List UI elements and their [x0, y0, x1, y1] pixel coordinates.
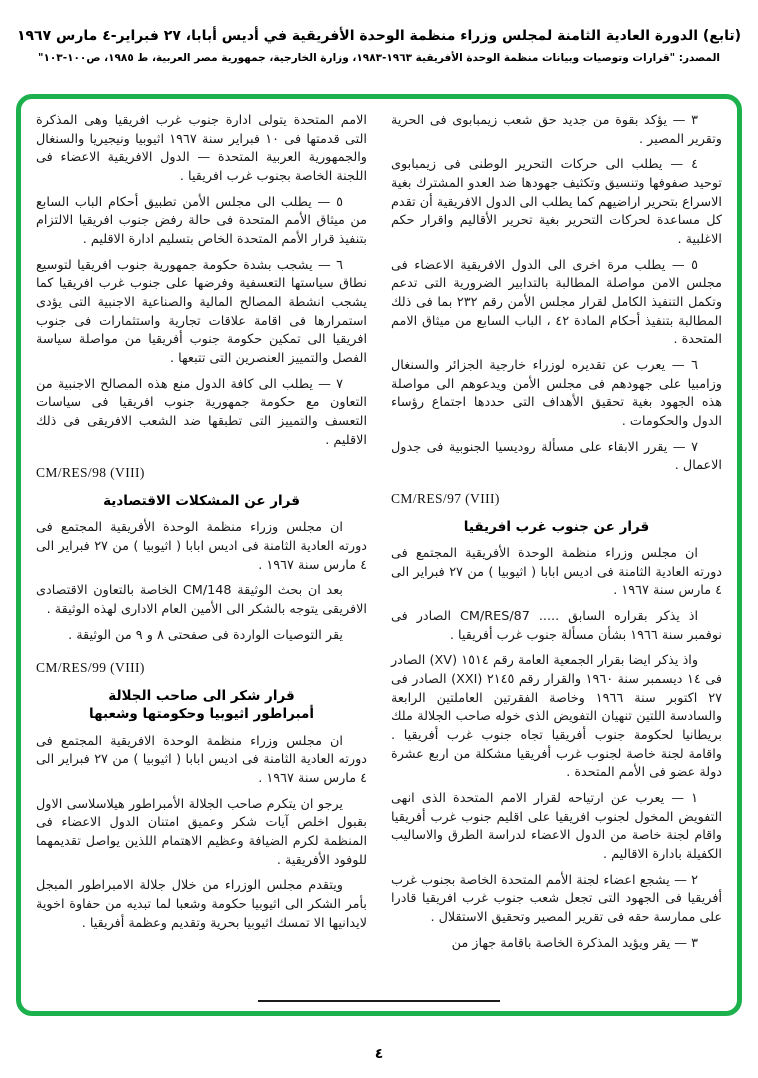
- body-paragraph: بعد ان بحث الوثيقة CM/148 الخاصة بالتعاون الاقتصادى الافريقى يتوجه بالشكر الى الأمين العام الادارى لهذه الوثيقة .: [36, 583, 367, 618]
- body-paragraph: ان مجلس وزراء منظمة الوحدة الافريقية المجتمع فى دورته العادية الثامنة فى اديس ابابا ( اثيوبيا ) من ٢٧ فبراير الى ٤ مارس سنة ١٩٦٧ .: [36, 733, 367, 786]
- resolution-code-98: CM/RES/98 (VIII): [36, 465, 145, 481]
- body-paragraph: اذ يذكر بقراره السابق ..... CM/RES/87 الصادر فى نوفمبر سنة ١٩٦٦ بشأن مسألة جنوب غرب أفريقيا .: [391, 609, 722, 643]
- resolution-title-99-line2: أمبراطور اثيوبيا وحكومتها وشعبها: [89, 706, 314, 723]
- body-paragraph: ٤ — يطلب الى حركات التحرير الوطنى فى زيمبابوى توحيد صفوفها وتنسيق وتكثيف جهودها ضد العدو المشترك بغية الاسراع بتحرير اراضيهم كما يطلب الى الدول الافريقية أن تقدم كل مساعدة لحركات التحرير بغية تحرير الأقاليم واقرار حكم الاغلبية .: [391, 157, 722, 248]
- body-paragraph: ان مجلس وزراء منظمة الوحدة الأفريقية المجتمع فى دورته العادية الثامنة فى اديس ابابا ( اثيوبيا ) من ٢٧ فبراير الى ٤ مارس سنة ١٩٦٧ .: [36, 520, 367, 573]
- body-paragraph: ٢ — يشجع اعضاء لجنة الأمم المتحدة الخاصة بجنوب غرب أفريقيا فى الجهود التى تجعل شعب جنوب غرب افريقيا قادرا على ممارسة حقه فى تقرير المصير وتحقيق الاستقلال .: [391, 872, 722, 926]
- body-paragraph: ٧ — يقرر الابقاء على مسألة روديسيا الجنوبية فى جدول الاعمال .: [391, 439, 722, 474]
- body-paragraph: ٦ — يشجب بشدة حكومة جمهورية جنوب افريقيا لتوسيع نطاق سياستها التعسفية وفرضها على جنوب غرب افريقيا كما يشجب انشطة المصالح المالية والصناعية الاجنبية التى يؤدى استمرارها فى اقامة علاقات تجارية واستثمارات فى جنوب افريقيا الى تمكين حكومة جنوب أفريقيا من مواصلة سياسة الفصل والتمييز العنصرين التى تتبعها .: [36, 257, 367, 367]
- body-paragraph: يقر التوصيات الواردة فى صفحتى ٨ و ٩ من الوثيقة .: [68, 627, 343, 643]
- content-frame: [16, 94, 742, 1016]
- session-title: (تابع) الدورة العادية الثامنة لمجلس وزراء منظمة الوحدة الأفريقية في أديس أبابا، ٢٧ فبراير-٤ مارس ١٩٦٧: [16, 28, 742, 44]
- resolution-title-99: [36, 687, 367, 723]
- source-citation: المصدر: "قرارات وتوصيات وبيانات منظمة الوحدة الأفريقية ١٩٦٣-١٩٨٣، وزارة الخارجية، جمهورية مصر العربية، ط ١٩٨٥، ص١٠٠-١٠٣": [38, 52, 720, 65]
- body-paragraph: ٧ — يطلب الى كافة الدول منع هذه المصالح الاجنبية من التعاون مع حكومة جمهورية جنوب افريقيا فى سياسات التعسف والتمييز التى تطبقها ضد الشعب الافريقى فى ذلك الاقليم .: [36, 376, 367, 448]
- body-paragraph: ويتقدم مجلس الوزراء من خلال جلالة الامبراطور المبجل بأمر الشكر الى اثيوبيا حكومة وشعبا لما تبديه من حفاوة اخوية لايدانيها الا تمسك اثيوبيا بحرية وتقديم وعظمة أفريقيا .: [36, 878, 367, 931]
- body-paragraph: ان مجلس وزراء منظمة الوحدة الأفريقية المجتمع فى دورته العادية الثامنة فى اديس ابابا ( اثيوبيا ) من ٢٧ فبراير الى ٤ مارس سنة ١٩٦٧ .: [391, 546, 722, 599]
- body-paragraph: ٣ — يقر ويؤيد المذكرة الخاصة باقامة جهاز من: [451, 935, 698, 951]
- body-paragraph: يرجو ان يتكرم صاحب الجلالة الأمبراطور هيلاسلاسى الاول بقبول اخلص آيات شكر وعميق امتنان الدول الاعضاء فى المنظمة لكرم الضيافة وعظيم الاهتمام اللذين يواصل تقديمهما للوفود الأفريقية .: [36, 796, 367, 868]
- footnote-rule: [258, 1000, 500, 1002]
- resolution-title-97: قرار عن جنوب غرب افريقيا: [463, 518, 650, 535]
- resolution-code-97: CM/RES/97 (VIII): [391, 491, 500, 507]
- body-paragraph-continuation: الامم المتحدة يتولى ادارة جنوب غرب افريقيا وهى المذكرة التى قدمتها فى ١٠ فبراير سنة ١٩٦٧ اثيوبيا ونيجيريا والسنغال والجمهورية العربية المتحدة — الدول الافريقية الاعضاء فى اللجنة الخاصة بجنوب غرب افريقيا .: [36, 113, 367, 185]
- resolution-title-98: قرار عن المشكلات الاقتصادية: [103, 493, 300, 510]
- resolution-code-99: CM/RES/99 (VIII): [36, 660, 145, 676]
- body-paragraph: ٣ — يؤكد بقوة من جديد حق شعب زيمبابوى فى الحرية وتقرير المصير .: [391, 113, 722, 147]
- body-paragraph: ٥ — يطلب الى مجلس الأمن تطبيق أحكام الباب السابع من ميثاق الأمم المتحدة فى حالة رفض جنوب افريقيا الالتزام بتنفيذ قرار الأمم المتحدة الخاص بتسليم ادارة الاقليم .: [36, 194, 367, 248]
- body-paragraph: واذ يذكر ايضا بقرار الجمعية العامة رقم ١٥١٤ (XV) الصادر فى ١٤ ديسمبر سنة ١٩٦٠ والقرار رقم ٢١٤٥ (XXI) الصادر فى ٢٧ اكتوبر سنة ١٩٦٦ وخاصة الفقرتين العاملتين الرابعة والسادسة اللتين تنهيان التفويض الذى خوله صاحب الجلالة ملك بريطانيا لحكومة جنوب أفريقيا تجاه جنوب غرب أفريقيا . واقامة لجنة خاصة لجنوب غرب أفريقيا مشكلة من اربع عشرة دولة عضو فى الأمم المتحدة .: [391, 653, 723, 781]
- body-paragraph: ٦ — يعرب عن تقديره لوزراء خارجية الجزائر والسنغال وزامبيا على جهودهم فى مجلس الأمن ويدعوهم الى مواصلة هذه الجهود بغية تحقيق الأهداف التى حددها اجتماع رؤساء الدول والحكومات .: [391, 358, 722, 430]
- body-paragraph: ٥ — يطلب مرة اخرى الى الدول الافريقية الاعضاء فى مجلس الامن مواصلة المطالبة بالتدابير الضرورية التى تدعم وتكمل التنفيذ الكامل لقرار مجلس الأمن رقم ٢٣٢ بما فى ذلك المطالبة بتنفيذ أحكام المادة ٤٢ ، الباب السابع من ميثاق الامم المتحدة .: [391, 257, 722, 348]
- resolution-title-99-line1: قرار شكر الى صاحب الجلالة: [108, 688, 295, 705]
- column-right: [391, 112, 722, 960]
- column-left: [36, 112, 367, 960]
- two-column-layout: [36, 112, 722, 960]
- body-paragraph: ١ — يعرب عن ارتياحه لقرار الامم المتحدة الذى انهى التفويض المخول لجنوب افريقيا على اقليم جنوب غرب أفريقيا واقام لجنة خاصة من الدول الاعضاء لدراسة الطرق والاساليب الكفيلة بادارة الاقاليم .: [391, 791, 722, 863]
- page-header: [0, 0, 758, 64]
- page-number: ٤: [374, 1046, 384, 1062]
